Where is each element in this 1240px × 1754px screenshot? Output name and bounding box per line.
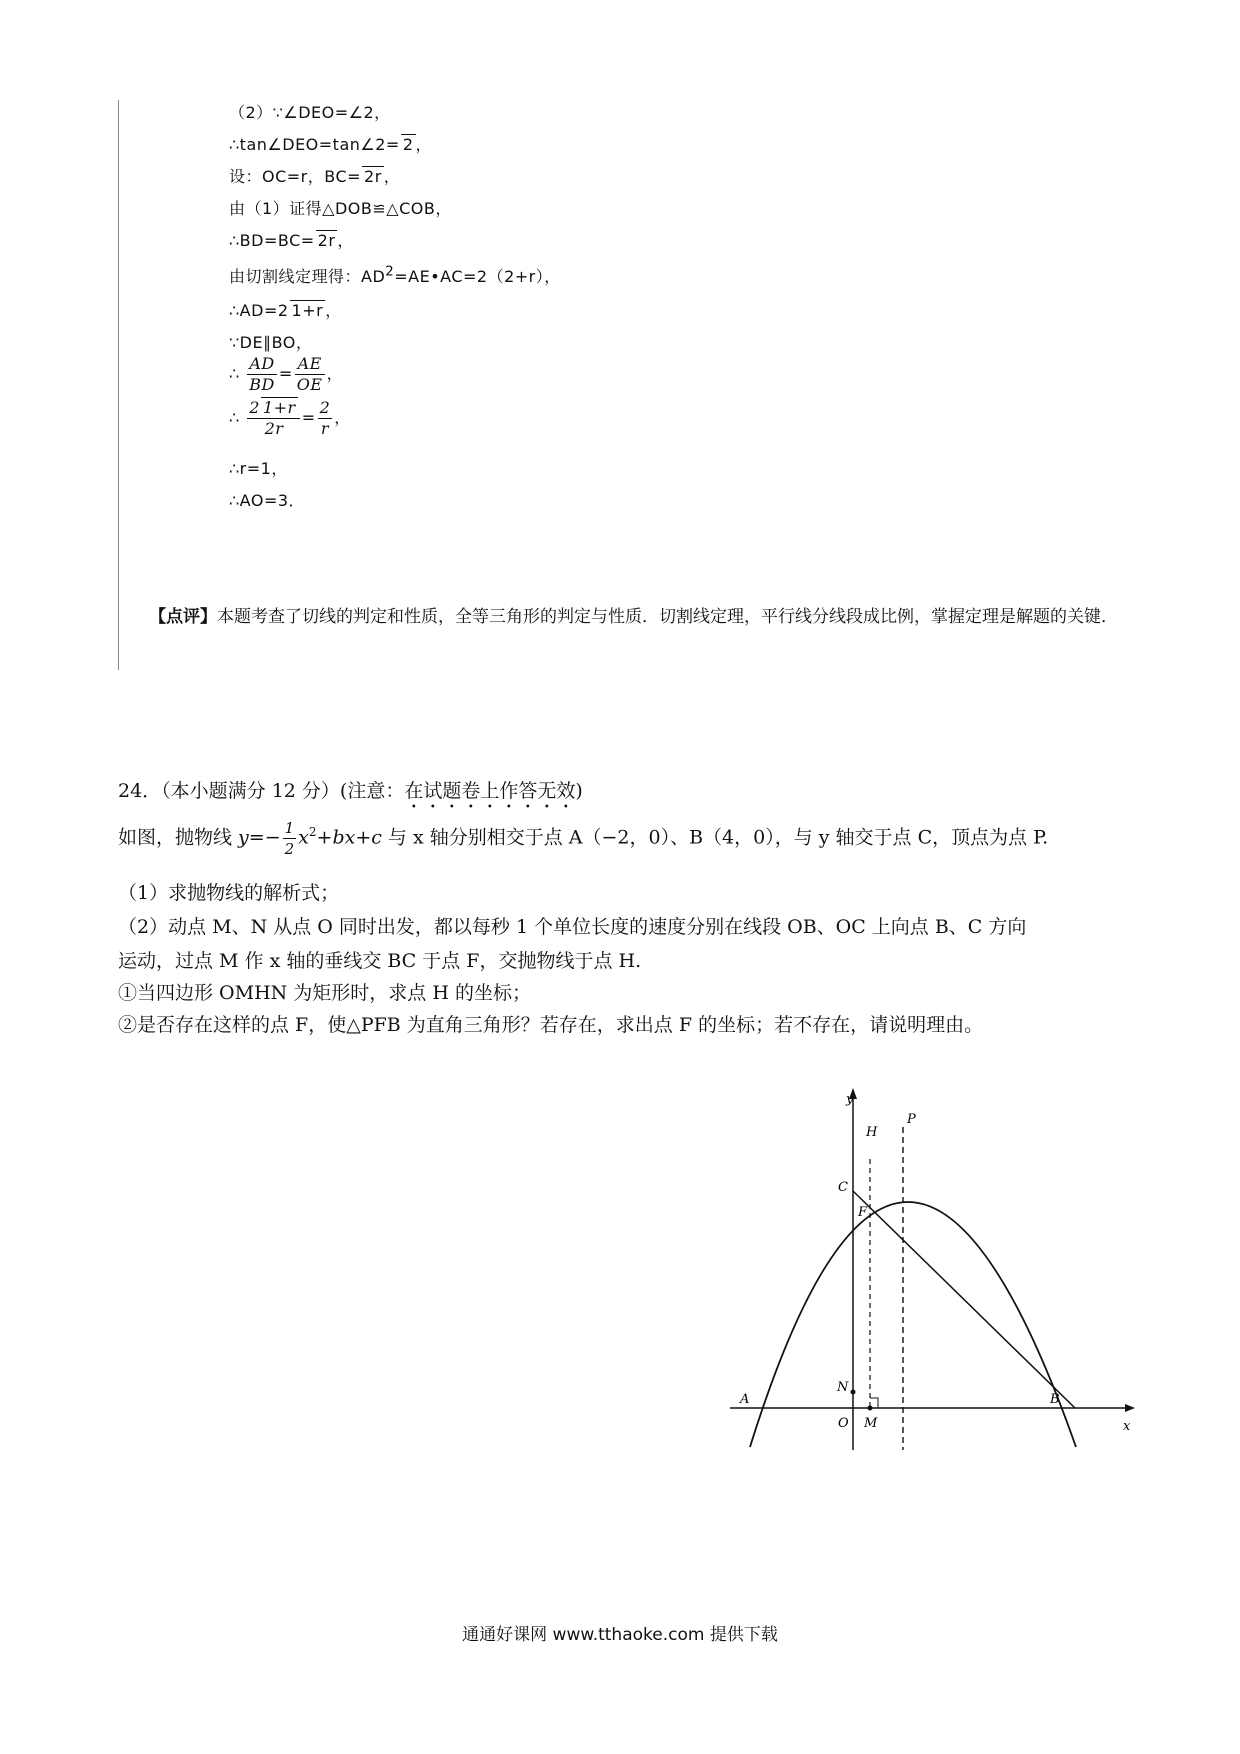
figure-svg [720,1085,1140,1455]
text: ∴AD=2 [229,301,289,320]
text: ， [415,135,433,154]
denominator: OE [296,375,323,394]
solution-line-6 [229,264,561,287]
solution-line-2 [229,132,432,155]
question-part-1: （1）求抛物线的解析式； [118,882,340,904]
label-o: O [838,1416,849,1431]
denominator: 2 [284,840,295,858]
text: 由切割线定理得：AD [229,267,386,286]
equals: = [278,364,293,383]
denominator: BD [249,375,275,394]
parabola [750,1202,1076,1447]
fraction [318,398,333,439]
sqrt: 2r [264,419,284,438]
fraction [295,354,325,395]
review-text: 本题考查了切线的判定和性质，全等三角形的判定与性质．切割线定理，平行线分线段成比例，掌握定理是解题的关键． [217,607,1118,627]
solution-line-7 [229,298,342,321]
review-tag: 【点评】 [149,607,217,627]
label-f: F [858,1205,868,1220]
therefore: ∴ [229,408,240,427]
variable: +bx+c [316,826,382,849]
therefore: ∴ [229,364,240,383]
question-sub-1: ①当四边形 OMHN 为矩形时，求点 H 的坐标； [118,982,531,1004]
solution-line-4: 由（1）证得△DOB≌△COB， [229,199,452,218]
fraction [247,398,299,439]
text: ， [325,301,342,320]
comma: ， [334,408,351,427]
text: 如图，抛物线 [118,826,239,849]
parabola-figure [720,1085,1140,1455]
numerator: 2 [319,398,331,417]
text: ) [575,780,583,802]
solution-block [118,100,1149,670]
text: ∴BD=BC= [229,231,315,250]
question-sub-2: ②是否存在这样的点 F，使△PFB 为直角三角形？若存在，求出点 F 的坐标；若不存在，请说明理由。 [118,1014,984,1036]
fraction [247,354,277,395]
fraction [283,818,297,859]
label-h: H [866,1125,878,1140]
question-part-2a: （2）动点 M、N 从点 O 同时出发，都以每秒 1 个单位长度的速度分别在线段 OB、OC 上向点 B、C 方向 [118,916,1027,938]
footer: 通通好课网 www.tthaoke.com 提供下载 [462,1625,778,1645]
sqrt: 2r [364,167,382,186]
emphasis: 在试题卷上作答无效 [404,780,576,802]
numerator: AD [247,354,277,375]
label-c: C [838,1180,848,1195]
solution-line-5 [229,228,354,251]
label-m: M [864,1416,878,1431]
question-header [118,776,583,813]
text: =AE•AC=2（2+r）， [394,267,561,286]
question-line-1 [118,818,1048,859]
numerator [247,398,299,419]
variable: y [238,826,249,849]
comma: ， [326,364,344,383]
review-comment [149,600,1139,634]
text: ， [383,167,401,186]
label-b: B [1050,1392,1060,1407]
text: 24．（本小题满分 12 分）(注意： [118,780,405,802]
label-a: A [740,1392,750,1407]
superscript: 2 [308,825,317,840]
question-part-2b: 运动，过点 M 作 x 轴的垂线交 BC 于点 F，交抛物线于点 H. [118,950,642,972]
text: 与 x 轴分别相交于点 A（−2，0）、B（4，0），与 y 轴交于点 C，顶点为点 P. [381,826,1049,849]
equals: = [301,408,316,427]
solution-line-9 [229,354,343,395]
solution-line-11: ∴r=1， [229,459,288,478]
numerator: 1 [284,819,295,837]
sqrt: 2 [402,135,414,154]
sqrt: 2r [317,231,336,250]
denominator [247,419,299,439]
point-n [851,1390,856,1395]
solution-line-10 [229,398,351,439]
solution-line-12: ∴AO=3． [229,491,306,510]
label-x: x [1123,1419,1131,1434]
text: =− [248,826,281,849]
solution-line-3 [229,164,400,187]
superscript: 2 [385,264,395,280]
sqrt: 1+r [291,301,324,320]
point-m [868,1406,873,1411]
text: ∴tan∠DEO=tan∠2= [229,135,400,154]
label-y: y [846,1092,854,1107]
denominator: r [320,419,330,438]
numerator: AE [295,354,325,375]
text: 2 [249,398,260,417]
solution-line-1: （2）∵∠DEO=∠2， [229,103,391,122]
line-bc [853,1191,1075,1408]
variable: x [298,826,309,849]
sqrt: 1+r [262,398,296,417]
label-n: N [837,1380,849,1395]
text: 设：OC=r，BC= [229,167,362,186]
solution-line-8: ∵DE∥BO， [229,333,313,352]
label-p: P [907,1112,916,1127]
text: ， [337,231,354,250]
x-axis-arrow [1125,1404,1135,1412]
